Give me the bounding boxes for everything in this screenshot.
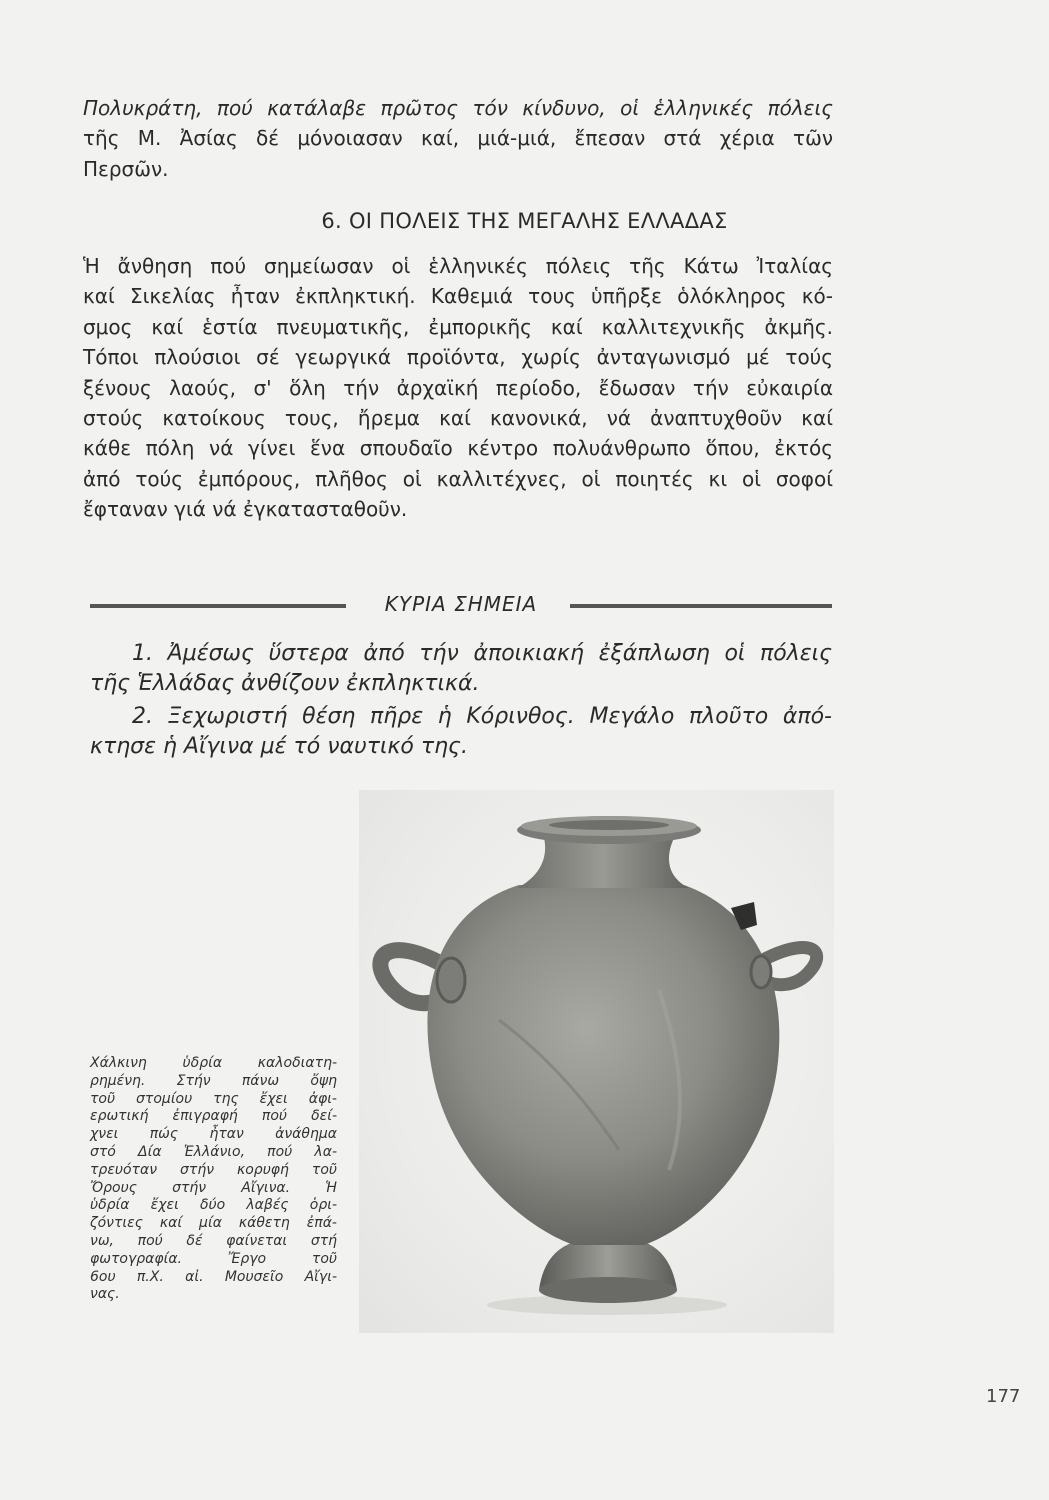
section-title: 6. ΟΙ ΠΟΛΕΙΣ ΤΗΣ ΜΕΓΑΛΗΣ ΕΛΛΑΔΑΣ bbox=[321, 209, 728, 233]
key-point-line: 2. Ξεχωριστή θέση πῆρε ἡ Κόρινθος. Μεγάλο πλοῦτο ἀπό- bbox=[132, 704, 832, 729]
page-number: 177 bbox=[986, 1386, 1021, 1407]
caption-line: ὑδρία ἔχει δύο λαβές ὁρι- bbox=[90, 1197, 337, 1214]
body-line: ξένους λαούς, σ' ὅλη τήν ἀρχαϊκή περίοδο, ἔδωσαν τήν εὐκαιρία bbox=[83, 375, 833, 400]
intro-line bbox=[83, 93, 833, 123]
caption-line: τοῦ στομίου της ἔχει ἀφι- bbox=[90, 1090, 337, 1107]
key-point-item bbox=[90, 702, 832, 762]
key-points-header bbox=[90, 592, 832, 622]
caption-line: τρευόταν στήν κορυφή τοῦ bbox=[90, 1161, 337, 1178]
body-line: καί Σικελίας ἦταν ἐκπληκτική. Καθεμιά τους ὑπῆρξε ὁλόκληρος κό- bbox=[83, 284, 833, 309]
key-point-item bbox=[90, 639, 832, 699]
body-line: Ἡ ἄνθηση πού σημείωσαν οἱ ἑλληνικές πόλεις τῆς Κάτω Ἰταλίας bbox=[83, 254, 833, 278]
bronze-hydria-image bbox=[359, 790, 834, 1333]
body-line: ἔφταναν γιά νά ἐγκατασταθοῦν. bbox=[83, 497, 408, 522]
intro-paragraph bbox=[83, 93, 833, 184]
key-point-line: 1. Ἀμέσως ὕστερα ἀπό τήν ἀποικιακή ἐξάπλωση οἱ πόλεις bbox=[132, 641, 832, 666]
intro-line: Περσῶν. bbox=[83, 156, 169, 181]
caption-line: ερωτική ἐπιγραφή πού δεί- bbox=[90, 1108, 337, 1125]
caption-line: χνει πώς ἦταν ἀνάθημα bbox=[90, 1126, 337, 1143]
intro-line-text: Πολυκράτη, πού κατάλαβε πρῶτος τόν κίνδυνο, οἱ ἑλληνικές πόλεις bbox=[83, 96, 833, 120]
caption-line: στό Δία Ἑλλάνιο, πού λα- bbox=[90, 1143, 337, 1160]
body-line: στούς κατοίκους τους, ἤρεμα καί κανονικά, νά ἀναπτυχθοῦν καί bbox=[83, 406, 833, 431]
hydria-photo bbox=[359, 790, 834, 1333]
intro-line: τῆς Μ. Ἀσίας δέ μόνοιασαν καί, μιά-μιά, ἔπεσαν στά χέρια τῶν bbox=[83, 126, 833, 151]
body-line: ἀπό τούς ἐμπόρους, πλῆθος οἱ καλλιτέχνες, οἱ ποιητές κι οἱ σοφοί bbox=[83, 466, 833, 491]
key-point-line: τῆς Ἑλλάδας ἀνθίζουν ἐκπληκτικά. bbox=[90, 671, 480, 696]
photo-caption bbox=[90, 1055, 337, 1304]
body-paragraph bbox=[83, 251, 833, 525]
caption-line: νω, πού δέ φαίνεται στή bbox=[90, 1232, 337, 1249]
caption-line: νας. bbox=[90, 1286, 120, 1303]
key-points-list bbox=[90, 639, 832, 765]
caption-line: 6ου π.Χ. αἰ. Μουσεῖο Αἴγι- bbox=[90, 1268, 337, 1285]
body-line: κάθε πόλη νά γίνει ἕνα σπουδαῖο κέντρο πολυάνθρωπο ὅπου, ἐκτός bbox=[83, 436, 833, 461]
caption-line: Χάλκινη ὑδρία καλοδιατη- bbox=[90, 1055, 337, 1071]
caption-line: ζόντιες καί μία κάθετη ἐπά- bbox=[90, 1215, 337, 1232]
body-line: Τόποι πλούσιοι σέ γεωργικά προϊόντα, χωρίς ἀνταγωνισμό μέ τούς bbox=[83, 345, 833, 370]
divider-rule-right bbox=[570, 604, 832, 608]
caption-line: ρημένη. Στήν πάνω ὄψη bbox=[90, 1072, 337, 1089]
key-point-line: κτησε ἡ Αἴγινα μέ τό ναυτικό της. bbox=[90, 734, 468, 759]
caption-line: φωτογραφία. Ἔργο τοῦ bbox=[90, 1250, 337, 1267]
body-line: σμος καί ἑστία πνευματικῆς, ἐμπορικῆς καί καλλιτεχνικῆς ἀκμῆς. bbox=[83, 314, 833, 339]
key-points-title: ΚΥΡΙΑ ΣΗΜΕΙΑ bbox=[384, 592, 538, 616]
caption-line: Ὄρους στήν Αἴγινα. Ἡ bbox=[90, 1179, 337, 1196]
